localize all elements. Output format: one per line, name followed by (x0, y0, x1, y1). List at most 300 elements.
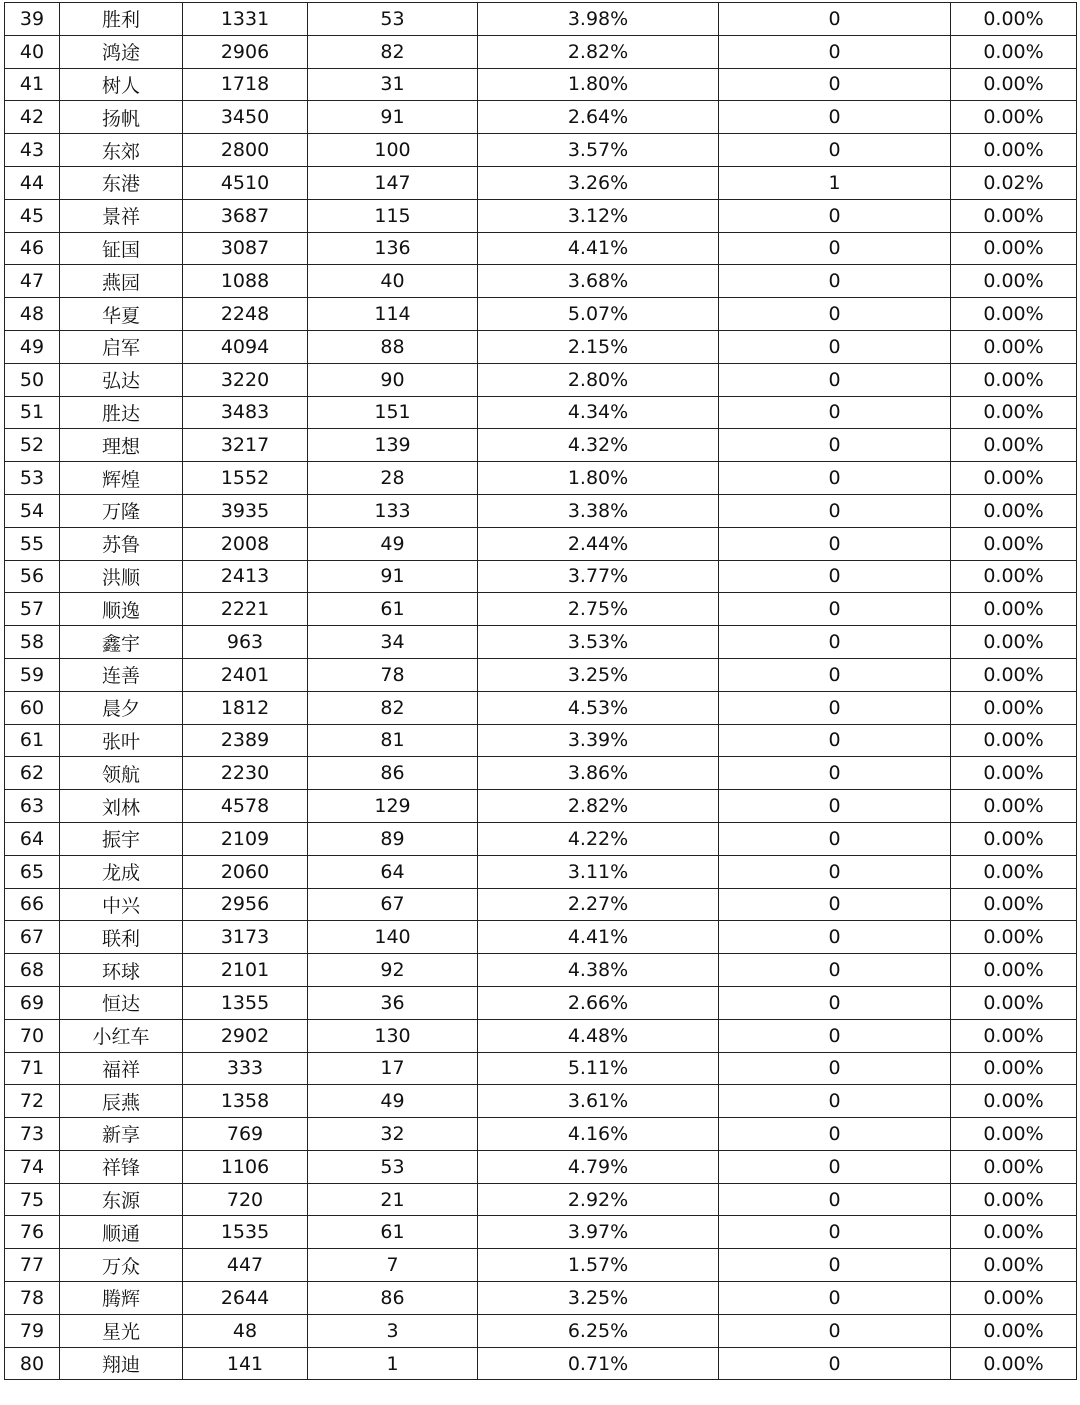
row-number-cell: 57 (5, 593, 60, 626)
count2-cell: 0 (719, 1085, 951, 1118)
table-row (5, 101, 1077, 134)
total-cell: 2956 (183, 888, 308, 921)
row-number-cell: 66 (5, 888, 60, 921)
total-cell: 2008 (183, 527, 308, 560)
table-row (5, 330, 1077, 363)
row-number-cell: 60 (5, 691, 60, 724)
rate2-cell: 0.00% (951, 3, 1077, 36)
total-cell: 1718 (183, 68, 308, 101)
rate2-cell: 0.00% (951, 429, 1077, 462)
name-cell: 万众 (60, 1249, 183, 1282)
rate-cell: 0.71% (478, 1347, 719, 1380)
table-row (5, 1085, 1077, 1118)
row-number-cell: 73 (5, 1118, 60, 1151)
rate2-cell: 0.02% (951, 166, 1077, 199)
count2-cell: 0 (719, 3, 951, 36)
total-cell: 1106 (183, 1150, 308, 1183)
total-cell: 4578 (183, 790, 308, 823)
count-cell: 81 (308, 724, 478, 757)
rate2-cell: 0.00% (951, 298, 1077, 331)
count2-cell: 0 (719, 822, 951, 855)
table-row (5, 790, 1077, 823)
row-number-cell: 68 (5, 954, 60, 987)
rate2-cell: 0.00% (951, 921, 1077, 954)
name-cell: 领航 (60, 757, 183, 790)
rate-cell: 4.79% (478, 1150, 719, 1183)
rate-cell: 4.32% (478, 429, 719, 462)
table-row (5, 986, 1077, 1019)
rate2-cell: 0.00% (951, 1019, 1077, 1052)
rate-cell: 2.82% (478, 790, 719, 823)
table-row (5, 593, 1077, 626)
count-cell: 133 (308, 494, 478, 527)
count2-cell: 0 (719, 462, 951, 495)
name-cell: 东源 (60, 1183, 183, 1216)
table-row (5, 166, 1077, 199)
row-number-cell: 49 (5, 330, 60, 363)
table-row (5, 396, 1077, 429)
row-number-cell: 52 (5, 429, 60, 462)
data-table (4, 2, 1077, 1380)
rate-cell: 2.75% (478, 593, 719, 626)
count2-cell: 0 (719, 757, 951, 790)
rate-cell: 3.86% (478, 757, 719, 790)
name-cell: 胜利 (60, 3, 183, 36)
count-cell: 82 (308, 691, 478, 724)
rate-cell: 5.07% (478, 298, 719, 331)
row-number-cell: 55 (5, 527, 60, 560)
table-row (5, 462, 1077, 495)
row-number-cell: 56 (5, 560, 60, 593)
name-cell: 辉煌 (60, 462, 183, 495)
count2-cell: 0 (719, 560, 951, 593)
count-cell: 34 (308, 626, 478, 659)
rate2-cell: 0.00% (951, 1118, 1077, 1151)
name-cell: 钲国 (60, 232, 183, 265)
rate-cell: 4.34% (478, 396, 719, 429)
name-cell: 福祥 (60, 1052, 183, 1085)
table-row (5, 35, 1077, 68)
rate2-cell: 0.00% (951, 1052, 1077, 1085)
count2-cell: 0 (719, 429, 951, 462)
count2-cell: 0 (719, 790, 951, 823)
name-cell: 环球 (60, 954, 183, 987)
count2-cell: 0 (719, 363, 951, 396)
total-cell: 3087 (183, 232, 308, 265)
name-cell: 燕园 (60, 265, 183, 298)
name-cell: 连善 (60, 658, 183, 691)
rate-cell: 2.66% (478, 986, 719, 1019)
count-cell: 61 (308, 1216, 478, 1249)
total-cell: 1812 (183, 691, 308, 724)
name-cell: 景祥 (60, 199, 183, 232)
total-cell: 2401 (183, 658, 308, 691)
count-cell: 61 (308, 593, 478, 626)
rate-cell: 3.98% (478, 3, 719, 36)
count2-cell: 0 (719, 199, 951, 232)
count-cell: 17 (308, 1052, 478, 1085)
total-cell: 2109 (183, 822, 308, 855)
count2-cell: 0 (719, 396, 951, 429)
rate2-cell: 0.00% (951, 1282, 1077, 1315)
table-row (5, 199, 1077, 232)
rate2-cell: 0.00% (951, 724, 1077, 757)
total-cell: 1358 (183, 1085, 308, 1118)
row-number-cell: 72 (5, 1085, 60, 1118)
count-cell: 31 (308, 68, 478, 101)
total-cell: 2644 (183, 1282, 308, 1315)
total-cell: 2101 (183, 954, 308, 987)
count-cell: 151 (308, 396, 478, 429)
count2-cell: 0 (719, 1347, 951, 1380)
count2-cell: 0 (719, 1019, 951, 1052)
rate2-cell: 0.00% (951, 986, 1077, 1019)
table-row (5, 658, 1077, 691)
name-cell: 恒达 (60, 986, 183, 1019)
rate-cell: 3.53% (478, 626, 719, 659)
table-row (5, 1347, 1077, 1380)
rate2-cell: 0.00% (951, 101, 1077, 134)
count-cell: 86 (308, 1282, 478, 1315)
table-row (5, 954, 1077, 987)
row-number-cell: 78 (5, 1282, 60, 1315)
rate2-cell: 0.00% (951, 691, 1077, 724)
rate2-cell: 0.00% (951, 232, 1077, 265)
count-cell: 7 (308, 1249, 478, 1282)
name-cell: 辰燕 (60, 1085, 183, 1118)
row-number-cell: 76 (5, 1216, 60, 1249)
count-cell: 28 (308, 462, 478, 495)
rate-cell: 4.22% (478, 822, 719, 855)
row-number-cell: 74 (5, 1150, 60, 1183)
total-cell: 2800 (183, 134, 308, 167)
total-cell: 1088 (183, 265, 308, 298)
count2-cell: 0 (719, 265, 951, 298)
rate-cell: 4.48% (478, 1019, 719, 1052)
row-number-cell: 47 (5, 265, 60, 298)
table-row (5, 68, 1077, 101)
count2-cell: 0 (719, 658, 951, 691)
row-number-cell: 75 (5, 1183, 60, 1216)
rate-cell: 3.26% (478, 166, 719, 199)
row-number-cell: 63 (5, 790, 60, 823)
count2-cell: 0 (719, 35, 951, 68)
row-number-cell: 67 (5, 921, 60, 954)
rate-cell: 2.27% (478, 888, 719, 921)
count-cell: 49 (308, 1085, 478, 1118)
name-cell: 张叶 (60, 724, 183, 757)
row-number-cell: 46 (5, 232, 60, 265)
count-cell: 1 (308, 1347, 478, 1380)
rate-cell: 4.38% (478, 954, 719, 987)
rate2-cell: 0.00% (951, 1150, 1077, 1183)
rate-cell: 2.80% (478, 363, 719, 396)
total-cell: 447 (183, 1249, 308, 1282)
row-number-cell: 64 (5, 822, 60, 855)
row-number-cell: 58 (5, 626, 60, 659)
count2-cell: 0 (719, 593, 951, 626)
total-cell: 3220 (183, 363, 308, 396)
count-cell: 53 (308, 3, 478, 36)
name-cell: 小红车 (60, 1019, 183, 1052)
rate-cell: 3.61% (478, 1085, 719, 1118)
rate-cell: 3.25% (478, 1282, 719, 1315)
table-row (5, 560, 1077, 593)
row-number-cell: 42 (5, 101, 60, 134)
table-row (5, 757, 1077, 790)
count2-cell: 0 (719, 1216, 951, 1249)
rate-cell: 4.16% (478, 1118, 719, 1151)
rate-cell: 4.53% (478, 691, 719, 724)
table-row (5, 429, 1077, 462)
table-row (5, 134, 1077, 167)
table-row (5, 265, 1077, 298)
count-cell: 139 (308, 429, 478, 462)
total-cell: 3687 (183, 199, 308, 232)
count2-cell: 0 (719, 134, 951, 167)
rate2-cell: 0.00% (951, 790, 1077, 823)
name-cell: 顺通 (60, 1216, 183, 1249)
count2-cell: 0 (719, 1183, 951, 1216)
table-row (5, 691, 1077, 724)
count-cell: 21 (308, 1183, 478, 1216)
rate2-cell: 0.00% (951, 527, 1077, 560)
total-cell: 963 (183, 626, 308, 659)
total-cell: 1355 (183, 986, 308, 1019)
name-cell: 树人 (60, 68, 183, 101)
name-cell: 东郊 (60, 134, 183, 167)
table-row (5, 1282, 1077, 1315)
name-cell: 晨夕 (60, 691, 183, 724)
count-cell: 91 (308, 560, 478, 593)
rate2-cell: 0.00% (951, 265, 1077, 298)
count-cell: 130 (308, 1019, 478, 1052)
name-cell: 弘达 (60, 363, 183, 396)
rate2-cell: 0.00% (951, 954, 1077, 987)
rate-cell: 4.41% (478, 232, 719, 265)
table-row (5, 1118, 1077, 1151)
count-cell: 78 (308, 658, 478, 691)
rate2-cell: 0.00% (951, 757, 1077, 790)
count-cell: 3 (308, 1314, 478, 1347)
total-cell: 720 (183, 1183, 308, 1216)
rate-cell: 2.15% (478, 330, 719, 363)
total-cell: 1552 (183, 462, 308, 495)
rate2-cell: 0.00% (951, 1347, 1077, 1380)
total-cell: 1331 (183, 3, 308, 36)
count2-cell: 0 (719, 626, 951, 659)
table-row (5, 363, 1077, 396)
row-number-cell: 50 (5, 363, 60, 396)
row-number-cell: 69 (5, 986, 60, 1019)
table-row (5, 232, 1077, 265)
row-number-cell: 39 (5, 3, 60, 36)
rate2-cell: 0.00% (951, 1085, 1077, 1118)
count-cell: 115 (308, 199, 478, 232)
count2-cell: 0 (719, 921, 951, 954)
name-cell: 胜达 (60, 396, 183, 429)
total-cell: 48 (183, 1314, 308, 1347)
count-cell: 129 (308, 790, 478, 823)
name-cell: 东港 (60, 166, 183, 199)
total-cell: 2902 (183, 1019, 308, 1052)
name-cell: 祥锋 (60, 1150, 183, 1183)
table-row (5, 527, 1077, 560)
rate-cell: 1.80% (478, 68, 719, 101)
count2-cell: 0 (719, 954, 951, 987)
count-cell: 100 (308, 134, 478, 167)
total-cell: 2221 (183, 593, 308, 626)
rate2-cell: 0.00% (951, 626, 1077, 659)
total-cell: 2060 (183, 855, 308, 888)
name-cell: 联利 (60, 921, 183, 954)
row-number-cell: 54 (5, 494, 60, 527)
rate2-cell: 0.00% (951, 134, 1077, 167)
table-row (5, 888, 1077, 921)
name-cell: 顺逸 (60, 593, 183, 626)
total-cell: 3483 (183, 396, 308, 429)
table-row (5, 1249, 1077, 1282)
table-row (5, 626, 1077, 659)
count2-cell: 0 (719, 1052, 951, 1085)
name-cell: 启军 (60, 330, 183, 363)
rate2-cell: 0.00% (951, 462, 1077, 495)
row-number-cell: 41 (5, 68, 60, 101)
count-cell: 92 (308, 954, 478, 987)
rate2-cell: 0.00% (951, 822, 1077, 855)
name-cell: 腾辉 (60, 1282, 183, 1315)
row-number-cell: 51 (5, 396, 60, 429)
rate-cell: 2.44% (478, 527, 719, 560)
count-cell: 32 (308, 1118, 478, 1151)
total-cell: 2230 (183, 757, 308, 790)
rate-cell: 1.57% (478, 1249, 719, 1282)
count2-cell: 0 (719, 1249, 951, 1282)
table-row (5, 921, 1077, 954)
rate-cell: 3.25% (478, 658, 719, 691)
rate2-cell: 0.00% (951, 1216, 1077, 1249)
rate2-cell: 0.00% (951, 396, 1077, 429)
count2-cell: 0 (719, 724, 951, 757)
table-row (5, 1052, 1077, 1085)
row-number-cell: 53 (5, 462, 60, 495)
count-cell: 40 (308, 265, 478, 298)
rate2-cell: 0.00% (951, 199, 1077, 232)
table-row (5, 1216, 1077, 1249)
count-cell: 114 (308, 298, 478, 331)
table-row (5, 1150, 1077, 1183)
count2-cell: 0 (719, 298, 951, 331)
total-cell: 2906 (183, 35, 308, 68)
rate-cell: 4.41% (478, 921, 719, 954)
total-cell: 4510 (183, 166, 308, 199)
total-cell: 3450 (183, 101, 308, 134)
rate-cell: 3.11% (478, 855, 719, 888)
count2-cell: 0 (719, 494, 951, 527)
row-number-cell: 59 (5, 658, 60, 691)
row-number-cell: 80 (5, 1347, 60, 1380)
total-cell: 141 (183, 1347, 308, 1380)
row-number-cell: 79 (5, 1314, 60, 1347)
name-cell: 刘林 (60, 790, 183, 823)
table-row (5, 3, 1077, 36)
rate2-cell: 0.00% (951, 593, 1077, 626)
rate-cell: 2.92% (478, 1183, 719, 1216)
rate2-cell: 0.00% (951, 363, 1077, 396)
count-cell: 140 (308, 921, 478, 954)
count2-cell: 0 (719, 527, 951, 560)
rate2-cell: 0.00% (951, 35, 1077, 68)
count-cell: 136 (308, 232, 478, 265)
row-number-cell: 48 (5, 298, 60, 331)
count2-cell: 0 (719, 68, 951, 101)
count2-cell: 0 (719, 330, 951, 363)
total-cell: 2389 (183, 724, 308, 757)
name-cell: 扬帆 (60, 101, 183, 134)
rate-cell: 3.77% (478, 560, 719, 593)
row-number-cell: 40 (5, 35, 60, 68)
count-cell: 91 (308, 101, 478, 134)
rate2-cell: 0.00% (951, 1183, 1077, 1216)
name-cell: 振宇 (60, 822, 183, 855)
total-cell: 1535 (183, 1216, 308, 1249)
rate-cell: 3.12% (478, 199, 719, 232)
name-cell: 华夏 (60, 298, 183, 331)
name-cell: 理想 (60, 429, 183, 462)
count-cell: 49 (308, 527, 478, 560)
rate-cell: 3.57% (478, 134, 719, 167)
rate-cell: 3.68% (478, 265, 719, 298)
rate-cell: 3.39% (478, 724, 719, 757)
count2-cell: 0 (719, 1150, 951, 1183)
total-cell: 3173 (183, 921, 308, 954)
total-cell: 3217 (183, 429, 308, 462)
total-cell: 769 (183, 1118, 308, 1151)
row-number-cell: 44 (5, 166, 60, 199)
count2-cell: 0 (719, 232, 951, 265)
row-number-cell: 61 (5, 724, 60, 757)
name-cell: 龙成 (60, 855, 183, 888)
count2-cell: 0 (719, 691, 951, 724)
name-cell: 鸿途 (60, 35, 183, 68)
rate-cell: 3.97% (478, 1216, 719, 1249)
count2-cell: 0 (719, 855, 951, 888)
row-number-cell: 70 (5, 1019, 60, 1052)
rate2-cell: 0.00% (951, 855, 1077, 888)
rate2-cell: 0.00% (951, 494, 1077, 527)
rate2-cell: 0.00% (951, 560, 1077, 593)
count-cell: 89 (308, 822, 478, 855)
rate-cell: 1.80% (478, 462, 719, 495)
table-row (5, 1314, 1077, 1347)
rate2-cell: 0.00% (951, 1314, 1077, 1347)
row-number-cell: 62 (5, 757, 60, 790)
name-cell: 万隆 (60, 494, 183, 527)
count-cell: 82 (308, 35, 478, 68)
rate2-cell: 0.00% (951, 1249, 1077, 1282)
table-row (5, 822, 1077, 855)
table-body (5, 3, 1077, 1380)
total-cell: 4094 (183, 330, 308, 363)
rate2-cell: 0.00% (951, 68, 1077, 101)
rate-cell: 2.82% (478, 35, 719, 68)
total-cell: 3935 (183, 494, 308, 527)
row-number-cell: 43 (5, 134, 60, 167)
table-row (5, 724, 1077, 757)
row-number-cell: 65 (5, 855, 60, 888)
total-cell: 2248 (183, 298, 308, 331)
name-cell: 鑫宇 (60, 626, 183, 659)
